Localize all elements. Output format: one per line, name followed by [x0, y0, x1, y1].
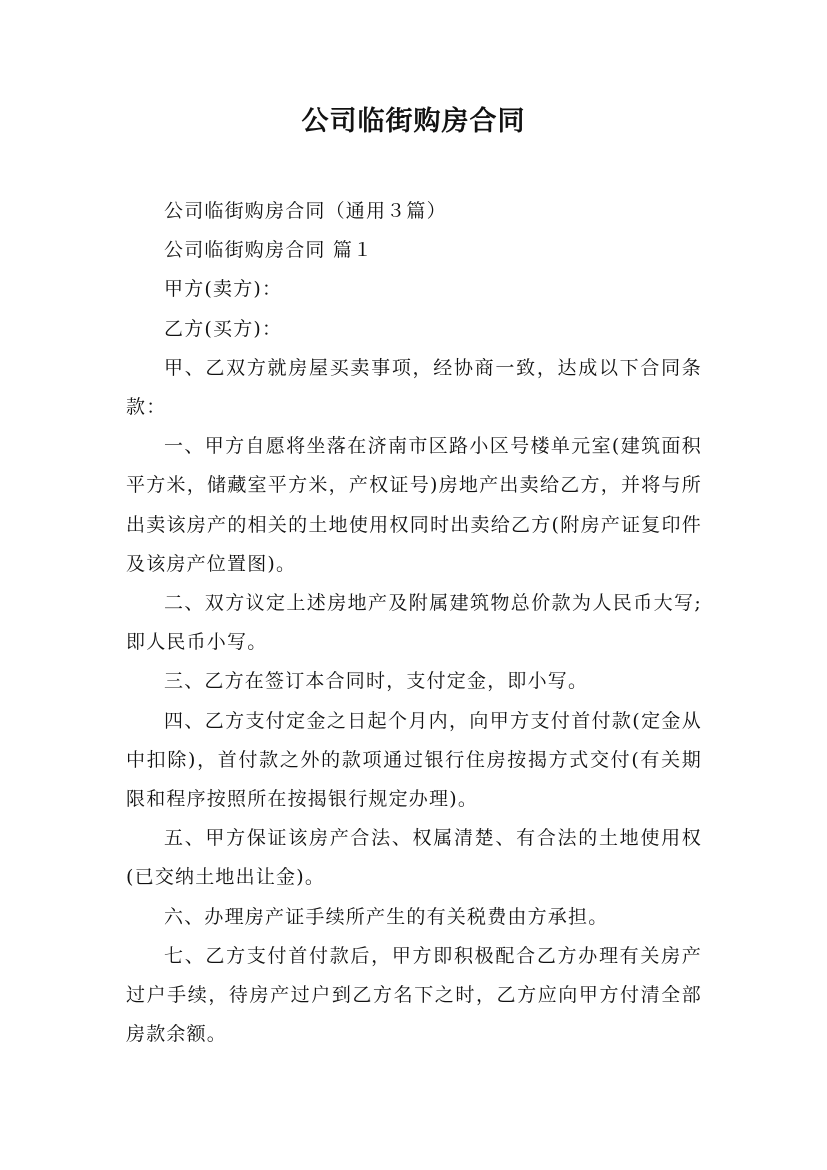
paragraph-clause-5: 五、甲方保证该房产合法、权属清楚、有合法的土地使用权(已交纳土地出让金)。 [126, 827, 702, 889]
paragraph-preamble: 甲、乙双方就房屋买卖事项，经协商一致，达成以下合同条款： [126, 356, 702, 419]
paragraph-clause-7: 七、乙方支付首付款后，甲方即积极配合乙方办理有关房产过户手续，待房产过户到乙方名下之时，乙方应向甲方付清全部房款余额。 [126, 944, 702, 1046]
paragraph-clause-2: 二、双方议定上述房地产及附属建筑物总价款为人民币大写;即人民币小写。 [126, 592, 702, 654]
paragraph-party-a: 甲方(卖方)： [164, 278, 283, 301]
paragraph-party-b: 乙方(买方)： [164, 317, 283, 340]
paragraph-section-heading: 公司临街购房合同 篇１ [164, 239, 374, 262]
document-body [126, 192, 702, 1054]
paragraph-clause-4: 四、乙方支付定金之日起个月内，向甲方支付首付款(定金从中扣除)，首付款之外的款项通过银行住房按揭方式交付(有关期限和程序按照所在按揭银行规定办理)。 [126, 709, 702, 811]
paragraph-clause-6: 六、办理房产证手续所产生的有关税费由方承担。 [164, 905, 609, 928]
document-title: 公司临街购房合同 [301, 106, 526, 137]
paragraph-subtitle: 公司临街购房合同（通用３篇） [164, 200, 447, 222]
paragraph-clause-1: 一、甲方自愿将坐落在济南市区路小区号楼单元室(建筑面积平方米，储藏室平方米，产权证号)房地产出卖给乙方，并将与所出卖该房产的相关的土地使用权同时出卖给乙方(附房产证复印件及该房产位置图)。 [126, 435, 702, 575]
paragraph-clause-3: 三、乙方在签订本合同时，支付定金，即小写。 [164, 670, 589, 693]
